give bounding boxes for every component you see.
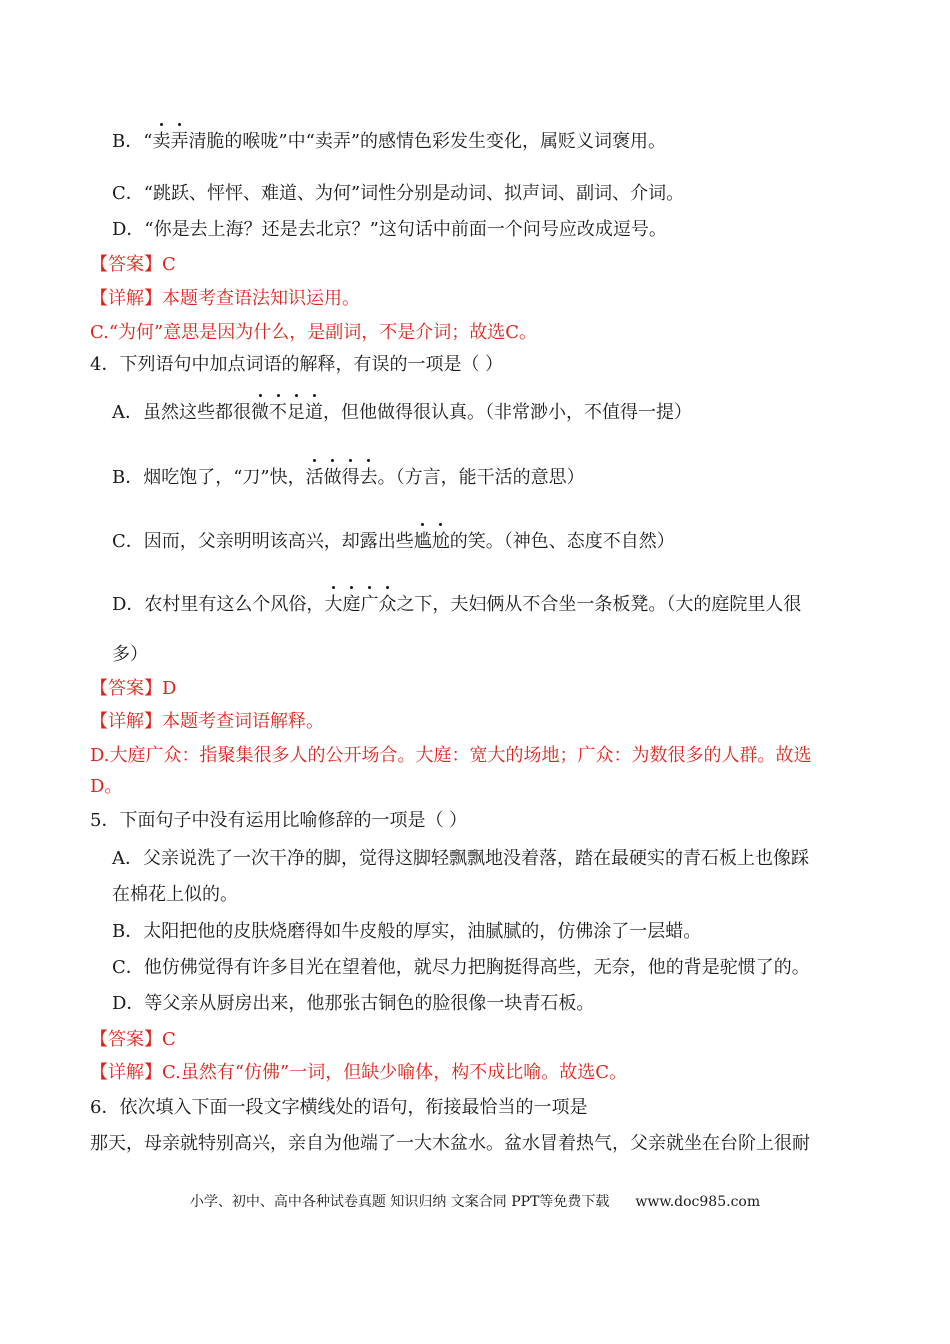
q5-option-c: C．他仿佛觉得有许多目光在望着他，就尽力把胸挺得高些，无奈，他的背是驼惯了的。 xyxy=(112,957,810,978)
footer-text: 小学、初中、高中各种试卷真题 知识归纳 文案合同 PPT等免费下载 xyxy=(189,1194,610,1210)
dotted-char: 去 xyxy=(359,467,378,488)
dotted-char: 大 xyxy=(324,594,343,615)
q3-answer: 【答案】C xyxy=(90,254,176,275)
dotted-char: 足 xyxy=(287,402,305,423)
q5-stem: 5．下面句子中没有运用比喻修辞的一项是（ ） xyxy=(90,810,468,831)
q4-detail: 【详解】本题考查词语解释。 xyxy=(90,711,324,732)
dotted-char: 尬 xyxy=(431,531,450,552)
dotted-char: 微 xyxy=(251,402,269,423)
q4-option-b: B．烟吃饱了，“刀”快，活做得去。（方言，能干活的意思） xyxy=(112,467,585,488)
q6-passage: 那天，母亲就特别高兴，亲自为他端了一大木盆水。盆水冒着热气，父亲就坐在台阶上很耐 xyxy=(90,1133,810,1154)
q4-option-d-cont: 多） xyxy=(112,644,148,665)
q3-option-c: C．“跳跃、怦怦、难道、为何”词性分别是动词、拟声词、副词、介词。 xyxy=(112,183,685,204)
dotted-char: 众 xyxy=(378,594,397,615)
dotted-char: 尴 xyxy=(413,531,432,552)
q5-answer: 【答案】C xyxy=(90,1029,176,1050)
q4-option-a: A．虽然这些都很微不足道，但他做得很认真。（非常渺小，不值得一提） xyxy=(112,402,692,423)
q6-stem: 6．依次填入下面一段文字横线处的语句，衔接最恰当的一项是 xyxy=(90,1097,588,1118)
q5-option-d: D．等父亲从厨房出来，他那张古铜色的脸很像一块青石板。 xyxy=(112,993,595,1014)
dotted-char: 做 xyxy=(323,467,342,488)
dotted-char: 得 xyxy=(341,467,360,488)
dotted-char: 活 xyxy=(305,467,324,488)
dotted-char: 广 xyxy=(360,594,379,615)
q4-explanation-cont: D。 xyxy=(90,776,123,797)
q5-option-a-cont: 在棉花上似的。 xyxy=(112,884,238,905)
q4-option-c: C．因而，父亲明明该高兴，却露出些尴尬的笑。（神色、态度不自然） xyxy=(112,531,675,552)
dotted-char: 不 xyxy=(269,402,287,423)
q4-option-d: D．农村里有这么个风俗，大庭广众之下，夫妇俩从不合坐一条板凳。（大的庭院里人很 xyxy=(112,594,802,615)
q3-detail: 【详解】本题考查语法知识运用。 xyxy=(90,288,360,309)
dotted-char: 道 xyxy=(305,402,323,423)
dotted-char: 庭 xyxy=(342,594,361,615)
q5-option-a: A．父亲说洗了一次干净的脚，觉得这脚轻飘飘地没着落，踏在最硬实的青石板上也像踩 xyxy=(112,848,809,869)
page-footer xyxy=(0,1192,950,1212)
dotted-char: 卖 xyxy=(152,131,171,152)
q4-stem: 4．下列语句中加点词语的解释，有误的一项是（ ） xyxy=(90,354,504,375)
q4-explanation: D.大庭广众：指聚集很多人的公开场合。大庭：宽大的场地；广众：为数很多的人群。故选 xyxy=(90,745,812,766)
q3-option-d: D．“你是去上海？还是去北京？”这句话中前面一个问号应改成逗号。 xyxy=(112,219,667,240)
q5-detail: 【详解】C.虽然有“仿佛”一词，但缺少喻体，构不成比喻。故选C。 xyxy=(90,1062,628,1083)
dotted-char: 弄 xyxy=(170,131,189,152)
q4-answer: 【答案】D xyxy=(90,678,177,699)
footer-url[interactable]: www.doc985.com xyxy=(635,1194,761,1210)
q5-option-b: B．太阳把他的皮肤烧磨得如牛皮般的厚实，油腻腻的，仿佛涂了一层蜡。 xyxy=(112,921,702,942)
q3-option-b: B．“卖弄清脆的喉咙”中“卖弄”的感情色彩发生变化，属贬义词褒用。 xyxy=(112,131,667,152)
q3-explanation: C.“为何”意思是因为什么，是副词，不是介词；故选C。 xyxy=(90,322,538,343)
